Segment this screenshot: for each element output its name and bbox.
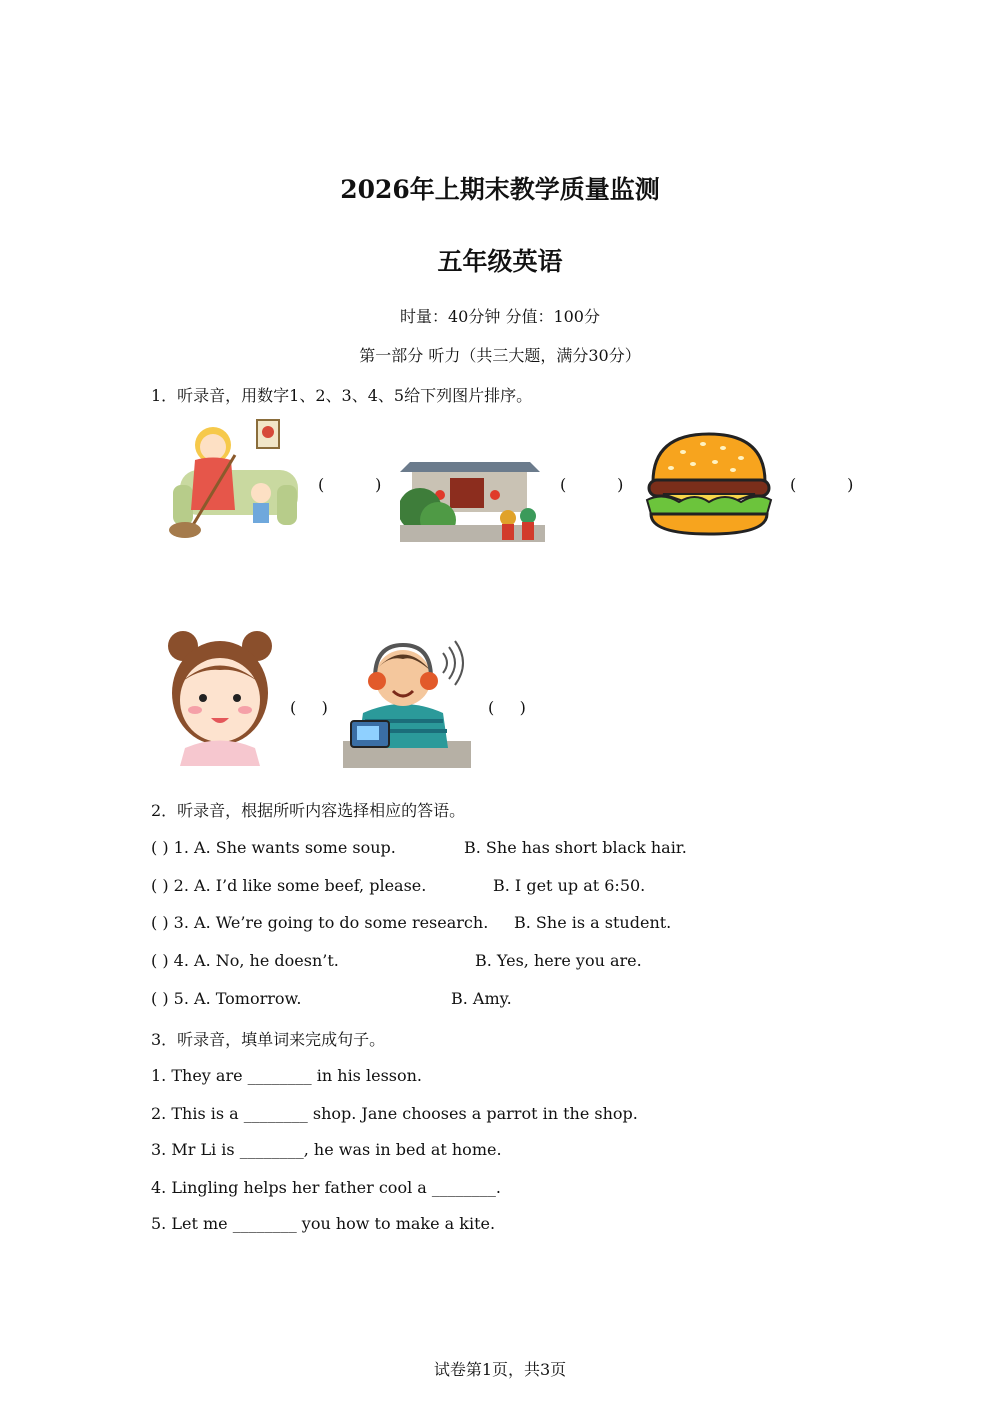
- festival-building-picture: [400, 450, 545, 542]
- choice-item-2-b: B. I get up at 6:50.: [493, 876, 646, 895]
- fill-item-5: 5. Let me ________ you how to make a kite.: [151, 1214, 496, 1233]
- order-blank-4[interactable]: ( ): [290, 698, 328, 717]
- part-heading: 第一部分 听力（共三大题，满分30分）: [359, 346, 641, 365]
- page-footer: 试卷第1页，共3页: [433, 1360, 567, 1379]
- choice-item-2-a: ( ) 2. A. I’d like some beef, please.: [151, 876, 427, 895]
- time-score-line: 时量：40分钟 分值：100分: [400, 307, 600, 326]
- boy-headphones-picture: [343, 633, 473, 768]
- choice-item-5-a: ( ) 5. A. Tomorrow.: [151, 989, 302, 1008]
- section2-instruction: 2．听录音，根据所听内容选择相应的答语。: [151, 801, 466, 820]
- choice-item-3-a: ( ) 3. A. We’re going to do some research.: [151, 913, 489, 932]
- choice-item-4-a: ( ) 4. A. No, he doesn’t.: [151, 951, 339, 970]
- choice-item-4-b: B. Yes, here you are.: [475, 951, 642, 970]
- choice-item-3-b: B. She is a student.: [514, 913, 672, 932]
- fill-item-4: 4. Lingling helps her father cool a ________.: [151, 1178, 501, 1197]
- choice-item-1-b: B. She has short black hair.: [464, 838, 687, 857]
- order-blank-3[interactable]: ( ): [790, 475, 854, 494]
- section1-instruction: 1．听录音，用数字1、2、3、4、5给下列图片排序。: [151, 386, 533, 405]
- order-blank-5[interactable]: ( ): [488, 698, 526, 717]
- order-blank-1[interactable]: ( ): [318, 475, 382, 494]
- cleaning-picture: [165, 415, 300, 542]
- hamburger-picture: [643, 430, 775, 540]
- exam-subtitle: 五年级英语: [437, 247, 563, 276]
- exam-title: 2026年上期末教学质量监测: [340, 175, 660, 204]
- girl-face-picture: [165, 628, 275, 766]
- fill-item-1: 1. They are ________ in his lesson.: [151, 1066, 423, 1085]
- choice-item-5-b: B. Amy.: [451, 989, 512, 1008]
- order-blank-2[interactable]: ( ): [560, 475, 624, 494]
- choice-item-1-a: ( ) 1. A. She wants some soup.: [151, 838, 396, 857]
- section3-instruction: 3．听录音，填单词来完成句子。: [151, 1030, 386, 1049]
- fill-item-2: 2. This is a ________ shop. Jane chooses a parrot in the shop.: [151, 1104, 638, 1123]
- fill-item-3: 3. Mr Li is ________, he was in bed at home.: [151, 1140, 502, 1159]
